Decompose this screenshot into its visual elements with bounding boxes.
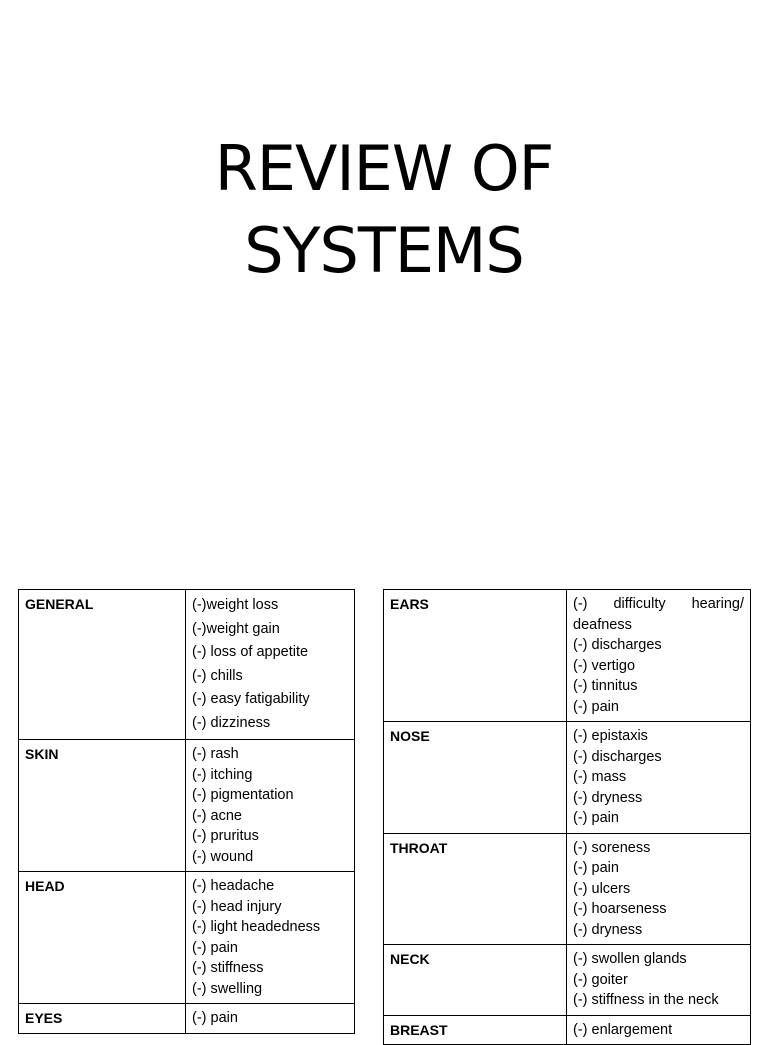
symptom-item: (-) easy fatigability xyxy=(192,691,310,707)
symptom-item: (-) swelling xyxy=(192,980,263,997)
symptom-list-ears xyxy=(567,590,751,722)
table-row-general xyxy=(19,590,355,740)
system-name-head: HEAD xyxy=(19,872,186,1004)
system-name-neck: NECK xyxy=(384,945,567,1016)
table-row-nose xyxy=(384,722,751,834)
system-name-throat: THROAT xyxy=(384,833,567,945)
symptom-list-eyes xyxy=(186,1004,355,1034)
symptom-item: (-) ulcers xyxy=(573,880,631,897)
symptom-list-neck xyxy=(567,945,751,1016)
symptom-item: (-) head injury xyxy=(192,898,282,915)
table-row-ears xyxy=(384,590,751,722)
symptom-item: (-) hoarseness xyxy=(573,901,667,917)
symptom-item: (-) discharges xyxy=(573,748,662,765)
review-table-left-body xyxy=(19,590,355,1034)
symptom-list-general xyxy=(186,590,355,740)
symptom-list-head xyxy=(186,872,355,1004)
page-title xyxy=(0,128,768,292)
symptom-item: (-) pigmentation xyxy=(192,787,294,803)
system-name-breast: BREAST xyxy=(384,1015,567,1045)
symptom-item: (-) pain xyxy=(573,860,619,876)
page-title-line-1: REVIEW OF xyxy=(214,132,554,205)
page-title-line-2: SYSTEMS xyxy=(244,214,524,287)
symptom-item: (-) dryness xyxy=(573,921,643,938)
symptom-list-throat xyxy=(567,833,751,945)
system-name-general: GENERAL xyxy=(19,590,186,740)
symptom-list-skin xyxy=(186,740,355,872)
symptom-item: (-) pain xyxy=(573,810,619,826)
symptom-item: (-)weight loss xyxy=(192,597,279,613)
symptom-item: (-) loss of appetite xyxy=(192,644,309,660)
symptom-item: (-) difficulty hearing/ deafness xyxy=(573,596,744,633)
symptom-item: (-) stiffness in the neck xyxy=(573,992,719,1008)
symptom-item: (-) stiffness xyxy=(192,960,264,976)
symptom-item: (-) epistaxis xyxy=(573,728,648,744)
table-row-skin xyxy=(19,740,355,872)
table-row-breast xyxy=(384,1015,751,1045)
symptom-item: (-) rash xyxy=(192,746,239,762)
table-row-head xyxy=(19,872,355,1004)
symptom-item: (-) pruritus xyxy=(192,828,259,844)
symptom-item: (-) pain xyxy=(192,1010,238,1026)
symptom-item: (-) swollen glands xyxy=(573,951,687,967)
symptom-item: (-) pain xyxy=(192,939,238,956)
system-name-nose: NOSE xyxy=(384,722,567,834)
symptom-item: (-) tinnitus xyxy=(573,678,638,694)
symptom-item: (-) dryness xyxy=(573,789,643,806)
symptom-item: (-) acne xyxy=(192,807,242,824)
system-name-ears: EARS xyxy=(384,590,567,722)
symptom-item: (-) itching xyxy=(192,766,253,783)
table-row-neck xyxy=(384,945,751,1016)
symptom-list-breast xyxy=(567,1015,751,1045)
symptom-item: (-) dizziness xyxy=(192,714,271,731)
review-table-right xyxy=(383,589,751,1045)
symptom-item: (-) vertigo xyxy=(573,657,636,674)
table-row-throat xyxy=(384,833,751,945)
symptom-item: (-) discharges xyxy=(573,637,662,653)
symptom-item: (-) light headedness xyxy=(192,919,321,935)
symptom-item: (-) wound xyxy=(192,848,254,865)
symptom-list-nose xyxy=(567,722,751,834)
symptom-item: (-) mass xyxy=(573,769,627,785)
review-table-left xyxy=(18,589,355,1034)
symptom-item: (-) headache xyxy=(192,878,275,894)
symptom-item: (-) soreness xyxy=(573,839,651,856)
table-row-eyes xyxy=(19,1004,355,1034)
system-name-eyes: EYES xyxy=(19,1004,186,1034)
symptom-item: (-) chills xyxy=(192,667,243,684)
review-table-right-body xyxy=(384,590,751,1045)
symptom-item: (-) enlargement xyxy=(573,1021,673,1038)
system-name-skin: SKIN xyxy=(19,740,186,872)
symptom-item: (-) pain xyxy=(573,698,619,715)
symptom-item: (-)weight gain xyxy=(192,620,280,637)
symptom-item: (-) goiter xyxy=(573,971,628,988)
